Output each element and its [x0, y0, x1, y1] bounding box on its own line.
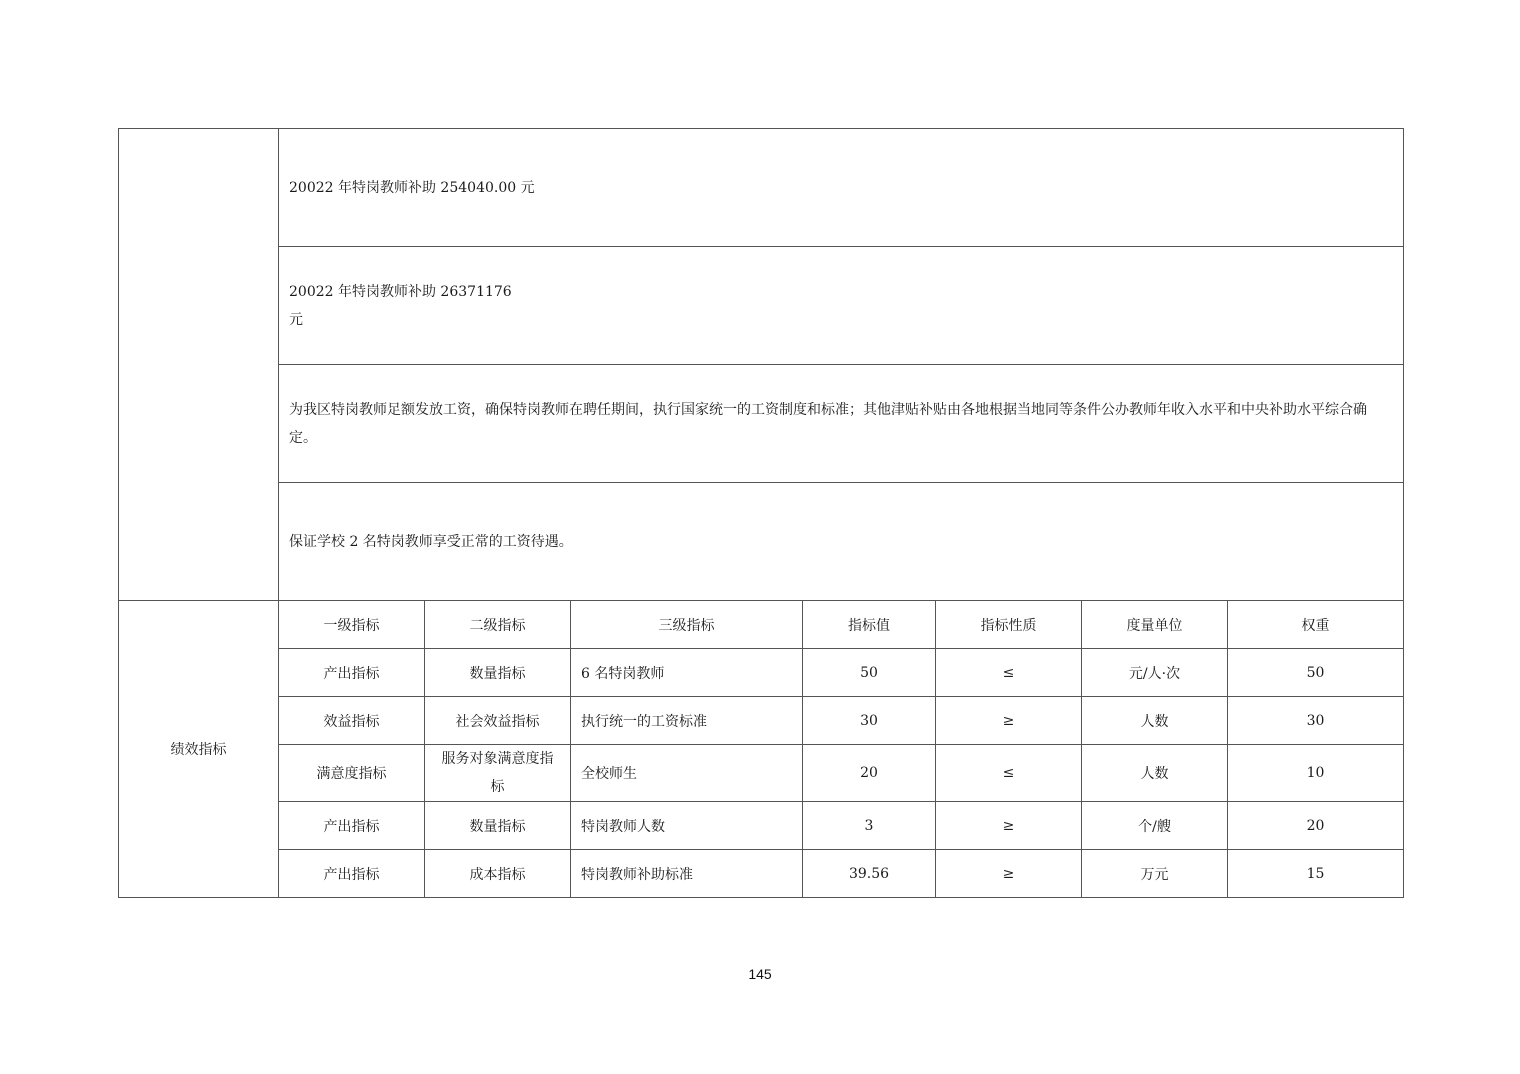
- indicator-header-row: [119, 601, 1404, 649]
- row-unit: 人数: [1082, 697, 1228, 745]
- row-value: 39.56: [803, 850, 936, 898]
- header-nature: 指标性质: [936, 601, 1082, 649]
- table-row: [119, 850, 1404, 898]
- row-weight: 50: [1228, 649, 1404, 697]
- row-nature: ≤: [936, 649, 1082, 697]
- total-funds-text: 20022 年特岗教师补助 254040.00 元: [289, 179, 535, 196]
- page-number: 145: [748, 966, 772, 982]
- header-level2: 二级指标: [425, 601, 571, 649]
- row-weight: 10: [1228, 745, 1404, 802]
- row-level3: 全校师生: [571, 745, 803, 802]
- central-funds-text-line2: 元: [289, 311, 303, 328]
- header-value: 指标值: [803, 601, 936, 649]
- row-value: 50: [803, 649, 936, 697]
- row-level2: 社会效益指标: [425, 697, 571, 745]
- row-weight: 30: [1228, 697, 1404, 745]
- row-level2: 数量指标: [425, 802, 571, 850]
- row-level1: 产出指标: [279, 850, 425, 898]
- row-nature: ≥: [936, 850, 1082, 898]
- central-funds-text-line1: 20022 年特岗教师补助 26371176: [289, 283, 512, 300]
- annual-goal-text: 保证学校 2 名特岗教师享受正常的工资待遇。: [289, 533, 573, 550]
- overall-goal-text: 为我区特岗教师足额发放工资，确保特岗教师在聘任期间，执行国家统一的工资制度和标准；其他津贴补贴由各地根据当地同等条件公办教师年收入水平和中央补助水平综合确定。: [289, 401, 1367, 446]
- row-level3: 6 名特岗教师: [571, 649, 803, 697]
- row-nature: ≥: [936, 697, 1082, 745]
- total-funds-cell: [279, 129, 1404, 247]
- row-nature: ≤: [936, 745, 1082, 802]
- table-row: [119, 745, 1404, 802]
- table-row: [119, 649, 1404, 697]
- table-row: [119, 802, 1404, 850]
- row-weight: 15: [1228, 850, 1404, 898]
- row-level1: 产出指标: [279, 802, 425, 850]
- header-weight: 权重: [1228, 601, 1404, 649]
- row-weight: 20: [1228, 802, 1404, 850]
- left-label-cell: [119, 129, 279, 601]
- header-level1: 一级指标: [279, 601, 425, 649]
- central-funds-cell: [279, 247, 1404, 365]
- row-level2: 服务对象满意度指标: [425, 745, 571, 802]
- indicator-section-label: 绩效指标: [119, 601, 279, 898]
- row-unit: 万元: [1082, 850, 1228, 898]
- row-level1: 效益指标: [279, 697, 425, 745]
- row-level1: 产出指标: [279, 649, 425, 697]
- row-value: 20: [803, 745, 936, 802]
- row-level2: 成本指标: [425, 850, 571, 898]
- row-value: 30: [803, 697, 936, 745]
- row-level3: 执行统一的工资标准: [571, 697, 803, 745]
- table-row: [119, 697, 1404, 745]
- row-unit: 人数: [1082, 745, 1228, 802]
- row-value: 3: [803, 802, 936, 850]
- annual-goal-cell: [279, 483, 1404, 601]
- row-level1: 满意度指标: [279, 745, 425, 802]
- header-level3: 三级指标: [571, 601, 803, 649]
- row-unit: 元/人·次: [1082, 649, 1228, 697]
- row-nature: ≥: [936, 802, 1082, 850]
- row-level3: 特岗教师补助标准: [571, 850, 803, 898]
- project-table: [118, 128, 1404, 898]
- header-unit: 度量单位: [1082, 601, 1228, 649]
- overall-goal-cell: [279, 365, 1404, 483]
- row-unit: 个/艘: [1082, 802, 1228, 850]
- row-level2: 数量指标: [425, 649, 571, 697]
- row-level3: 特岗教师人数: [571, 802, 803, 850]
